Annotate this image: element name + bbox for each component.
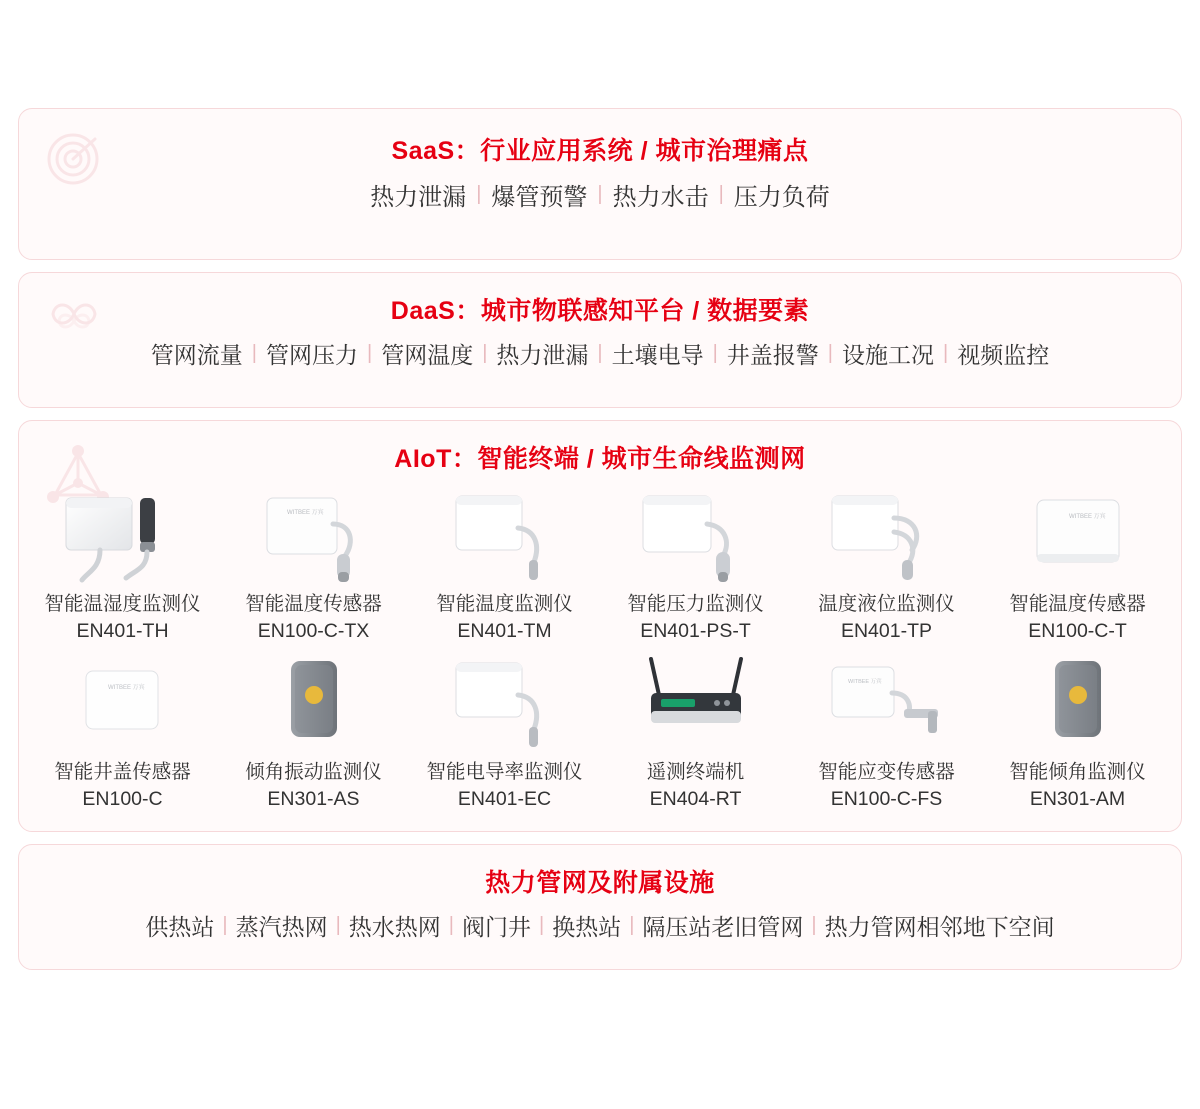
saas-tag: 压力负荷 [733,184,830,211]
device-name: 智能倾角监测仪 [1009,760,1146,783]
svg-text:WITBEE 万宾: WITBEE 万宾 [1068,513,1106,520]
infrastructure-tag: 换热站 [552,913,622,940]
device-card [982,649,1173,813]
daas-tag: 土壤电导 [611,342,704,368]
tag-separator: | [482,342,488,364]
svg-text:WITBEE 万宾: WITBEE 万宾 [847,679,882,686]
svg-text:WITBEE 万宾: WITBEE 万宾 [286,509,324,516]
device-model: EN401-EC [457,787,552,810]
tag-separator: | [251,342,257,364]
box-double-cable-icon [791,481,982,591]
aiot-panel [18,420,1182,832]
saas-panel [18,108,1182,260]
infinity-icon [43,291,105,337]
infrastructure-tag: 供热站 [145,913,215,940]
device-model: EN100-C-T [1028,619,1127,642]
device-model: EN100-C-TX [257,619,370,642]
device-grid [19,481,1181,813]
tag-separator: | [718,183,724,205]
daas-tag-row [19,337,1181,388]
device-name: 智能应变传感器 [818,760,955,783]
saas-tag-row [19,177,1181,230]
infrastructure-tag: 热水热网 [348,913,441,940]
svg-text:WITBEE 万宾: WITBEE 万宾 [107,685,145,692]
infrastructure-tag: 阀门井 [462,913,531,940]
daas-tag: 管网温度 [381,342,474,368]
device-card [600,649,791,813]
daas-tag: 管网流量 [150,342,243,368]
tag-separator: | [597,342,603,364]
device-model: EN401-PS-T [640,619,751,642]
device-model: EN401-TH [76,619,169,642]
device-model: EN301-AS [267,787,360,810]
daas-prefix: DaaS： [390,297,481,325]
daas-tag: 热力泄漏 [496,342,589,368]
box-cable-sensor-icon [600,481,791,591]
infrastructure-tag: 热力管网相邻地下空间 [824,913,1055,940]
device-card [791,649,982,813]
aiot-title [19,421,1181,481]
gray-module-icon [218,649,409,759]
infrastructure-tag-row [19,909,1181,960]
tag-separator: | [712,342,718,364]
saas-subtitle: 行业应用系统 / 城市治理痛点 [480,137,809,165]
plain-box-icon [982,481,1173,591]
box-cable-thin-icon [409,481,600,591]
daas-title [19,273,1181,337]
box-probe-black-icon [27,481,218,591]
saas-tag: 热力泄漏 [370,184,467,211]
device-model: EN100-C [82,787,163,810]
tag-separator: | [222,913,228,936]
daas-tag: 井盖报警 [726,342,819,368]
box-cable-thin-icon [409,649,600,759]
device-model: EN301-AM [1029,787,1126,810]
device-card [218,481,409,645]
device-card [791,481,982,645]
device-card [409,649,600,813]
target-rings-icon [43,127,103,187]
tag-separator: | [539,913,545,936]
device-name: 温度液位监测仪 [818,593,955,615]
infrastructure-title: 热力管网及附属设施 [485,868,715,897]
device-name: 智能温度传感器 [245,593,382,615]
device-name: 智能电导率监测仪 [426,760,583,783]
tag-separator: | [629,913,635,936]
device-card [27,649,218,813]
infrastructure-panel [18,844,1182,970]
device-name: 智能温度监测仪 [436,593,573,615]
device-model: EN401-TP [840,619,933,642]
device-model: EN404-RT [649,787,742,810]
device-name: 遥测终端机 [646,760,745,783]
daas-tag: 视频监控 [957,342,1050,368]
tag-separator: | [366,342,373,364]
device-card [218,649,409,813]
device-card [27,481,218,645]
router-antennas-icon [600,649,791,759]
saas-prefix: SaaS： [391,137,481,165]
gray-module-icon [982,649,1173,759]
infrastructure-tag: 蒸汽热网 [235,913,328,940]
device-name: 智能压力监测仪 [627,593,764,615]
device-name: 智能温度传感器 [1009,593,1146,615]
tag-separator: | [597,183,603,205]
saas-tag: 爆管预警 [491,184,588,211]
device-card [982,481,1173,645]
device-card [600,481,791,645]
device-model: EN401-TM [457,619,552,642]
saas-title [19,109,1181,177]
daas-panel [18,272,1182,408]
tag-separator: | [811,913,817,936]
tag-separator: | [827,342,833,364]
aiot-subtitle: 智能终端 / 城市生命线监测网 [477,445,806,473]
saas-tag: 热力水击 [612,184,709,211]
infrastructure-tag: 隔压站老旧管网 [642,913,804,940]
device-model: EN100-C-FS [830,787,943,810]
tag-separator: | [448,913,454,936]
daas-subtitle: 城市物联感知平台 / 数据要素 [480,297,810,325]
panel-cable-silver-icon [218,481,409,591]
flat-square-icon [27,649,218,759]
device-name: 智能温湿度监测仪 [44,593,201,615]
tag-separator: | [476,183,482,205]
device-name: 智能井盖传感器 [54,760,191,783]
device-card [409,481,600,645]
tag-separator: | [335,913,341,936]
daas-tag: 管网压力 [265,342,358,368]
aiot-prefix: AIoT： [394,445,478,473]
daas-tag: 设施工况 [842,342,934,368]
tag-separator: | [943,342,949,364]
panel-bracket-icon [791,649,982,759]
device-name: 倾角振动监测仪 [245,760,382,783]
